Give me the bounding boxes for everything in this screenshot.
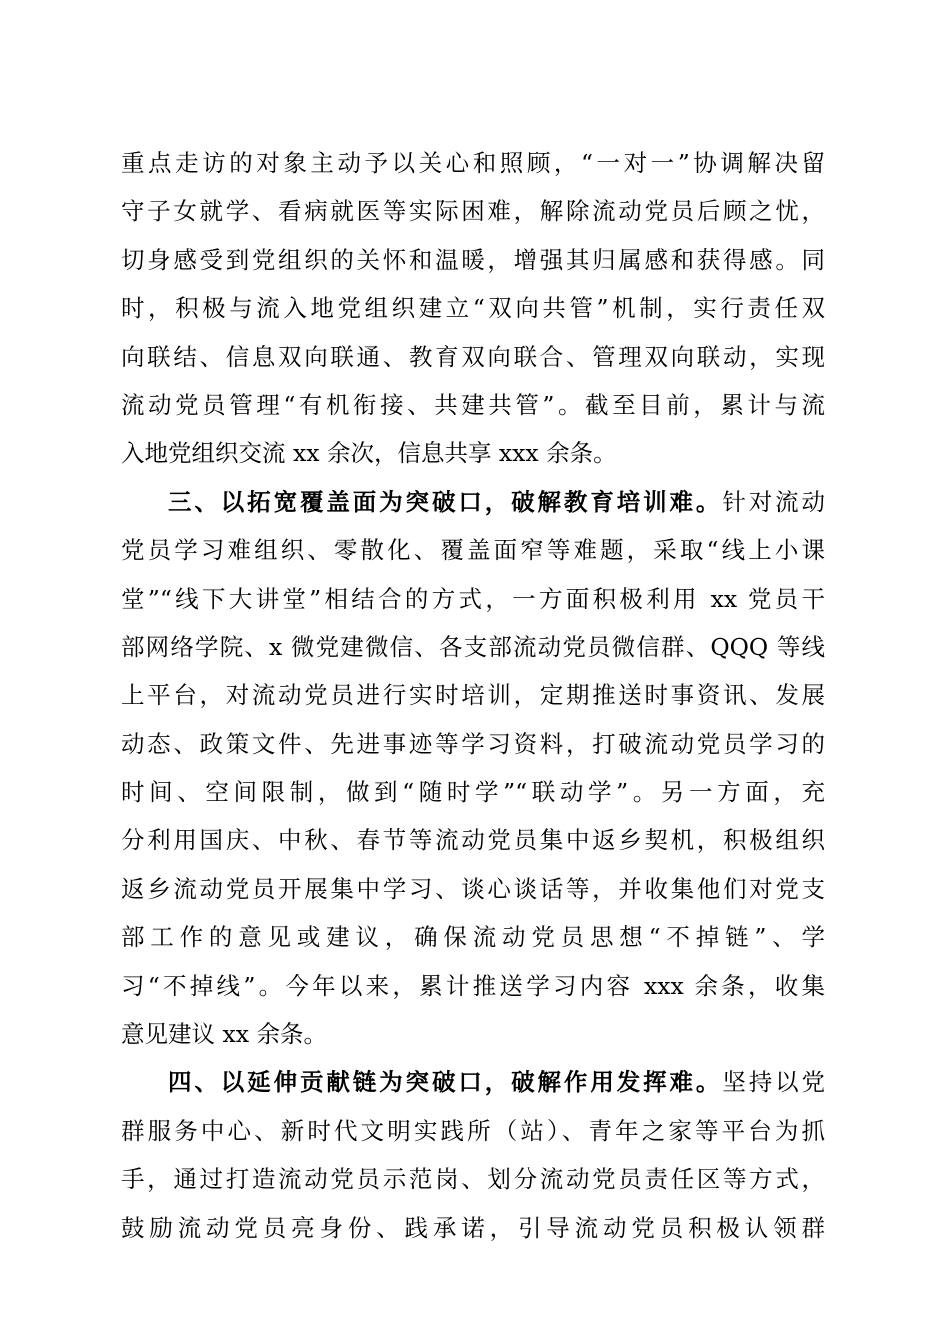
paragraph [121, 478, 825, 1059]
section-heading: 三、以拓宽覆盖面为突破口，破解教育培训难。 [168, 487, 723, 516]
text-line: 党员学习难组织、零散化、覆盖面窄等难题，采取“线上小课 [121, 536, 825, 565]
text-line: 流动党员管理“有机衔接、共建共管”。截至目前，累计与流 [121, 390, 825, 419]
text-line: 堂”“线下大讲堂”相结合的方式，一方面积极利用 xx 党员干 [121, 584, 825, 613]
text-line: 入地党组织交流 xx 余次，信息共享 xxx 余条。 [121, 439, 617, 468]
paragraph [121, 139, 825, 478]
text-line: 上平台，对流动党员进行实时培训，定期推送时事资讯、发展 [121, 681, 825, 710]
body-text [121, 139, 825, 1252]
paragraph [121, 1058, 825, 1252]
text-line [121, 478, 825, 526]
text-line: 时，积极与流入地党组织建立“双向共管”机制，实行责任双 [121, 294, 825, 323]
text-line: 部工作的意见或建议，确保流动党员思想“不掉链”、学 [121, 923, 825, 952]
text-line: 返乡流动党员开展集中学习、谈心谈话等，并收集他们对党支 [121, 874, 825, 903]
text-line: 切身感受到党组织的关怀和温暖，增强其归属感和获得感。同 [121, 245, 825, 274]
text-line: 意见建议 xx 余条。 [121, 1020, 327, 1049]
text-line: 习“不掉线”。今年以来，累计推送学习内容 xxx 余条，收集 [121, 971, 825, 1000]
section-heading: 四、以延伸贡献链为突破口，破解作用发挥难。 [168, 1068, 723, 1097]
text-line: 手，通过打造流动党员示范岗、划分流动党员责任区等方式， [121, 1165, 825, 1194]
text-line: 向联结、信息双向联通、教育双向联合、管理双向联动，实现 [121, 342, 825, 371]
text-line: 部网络学院、x 微党建微信、各支部流动党员微信群、QQQ 等线 [121, 632, 825, 661]
text-run: 坚持以党 [722, 1068, 825, 1097]
text-line: 鼓励流动党员亮身份、践承诺，引导流动党员积极认领群 [121, 1213, 825, 1242]
text-run: 针对流动 [722, 487, 825, 516]
text-line [121, 1058, 825, 1106]
text-line: 守子女就学、看病就医等实际困难，解除流动党员后顾之忧， [121, 197, 825, 226]
text-line: 重点走访的对象主动予以关心和照顾，“一对一”协调解决留 [121, 149, 825, 177]
text-line: 分利用国庆、中秋、春节等流动党员集中返乡契机，积极组织 [121, 826, 825, 855]
text-line: 动态、政策文件、先进事迹等学习资料，打破流动党员学习的 [121, 729, 825, 758]
text-line: 群服务中心、新时代文明实践所（站）、青年之家等平台为抓 [121, 1116, 825, 1145]
text-line: 时间、空间限制，做到“随时学”“联动学”。另一方面，充 [121, 778, 825, 807]
